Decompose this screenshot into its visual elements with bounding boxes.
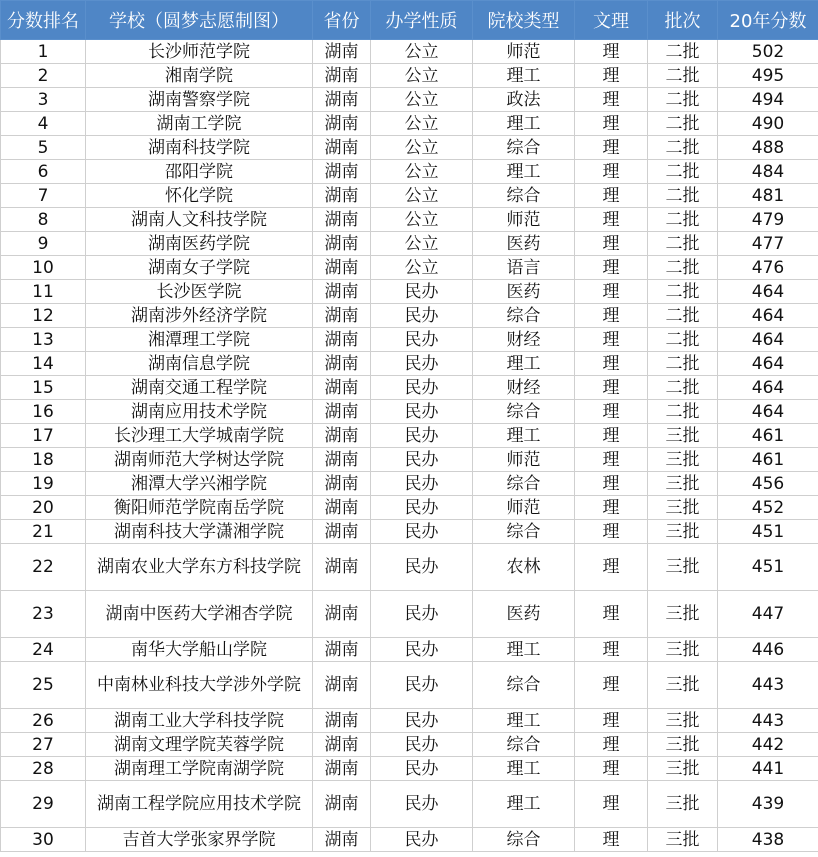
score-cell: 488 <box>718 136 818 160</box>
province-cell: 湖南 <box>313 136 371 160</box>
school-cell: 长沙理工大学城南学院 <box>86 424 313 448</box>
score-cell: 443 <box>718 709 818 733</box>
header-school: 学校（圆梦志愿制图） <box>86 1 313 40</box>
ownership-cell: 公立 <box>371 160 473 184</box>
ownership-cell: 民办 <box>371 781 473 828</box>
score-cell: 441 <box>718 757 818 781</box>
category-cell: 综合 <box>473 184 575 208</box>
subject-cell: 理 <box>575 733 648 757</box>
table-row <box>1 352 818 376</box>
rank-cell: 17 <box>1 424 86 448</box>
ownership-cell: 民办 <box>371 328 473 352</box>
school-cell: 湖南涉外经济学院 <box>86 304 313 328</box>
rank-cell: 2 <box>1 64 86 88</box>
rank-cell: 29 <box>1 781 86 828</box>
category-cell: 综合 <box>473 400 575 424</box>
table-row <box>1 376 818 400</box>
school-cell: 湖南女子学院 <box>86 256 313 280</box>
score-cell: 484 <box>718 160 818 184</box>
batch-cell: 三批 <box>648 424 718 448</box>
rank-cell: 23 <box>1 591 86 638</box>
score-cell: 452 <box>718 496 818 520</box>
rank-cell: 19 <box>1 472 86 496</box>
subject-cell: 理 <box>575 184 648 208</box>
table-row <box>1 88 818 112</box>
batch-cell: 三批 <box>648 520 718 544</box>
score-cell: 451 <box>718 544 818 591</box>
province-cell: 湖南 <box>313 520 371 544</box>
ownership-cell: 民办 <box>371 448 473 472</box>
header-ownership: 办学性质 <box>371 1 473 40</box>
table-row <box>1 496 818 520</box>
batch-cell: 二批 <box>648 88 718 112</box>
ownership-cell: 民办 <box>371 280 473 304</box>
rank-cell: 20 <box>1 496 86 520</box>
table-row <box>1 400 818 424</box>
rank-cell: 26 <box>1 709 86 733</box>
batch-cell: 二批 <box>648 280 718 304</box>
province-cell: 湖南 <box>313 472 371 496</box>
header-subject: 文理 <box>575 1 648 40</box>
subject-cell: 理 <box>575 638 648 662</box>
subject-cell: 理 <box>575 781 648 828</box>
school-cell: 湖南信息学院 <box>86 352 313 376</box>
category-cell: 师范 <box>473 40 575 64</box>
batch-cell: 二批 <box>648 208 718 232</box>
rank-cell: 14 <box>1 352 86 376</box>
province-cell: 湖南 <box>313 184 371 208</box>
batch-cell: 二批 <box>648 64 718 88</box>
batch-cell: 三批 <box>648 638 718 662</box>
category-cell: 理工 <box>473 64 575 88</box>
province-cell: 湖南 <box>313 828 371 852</box>
province-cell: 湖南 <box>313 591 371 638</box>
score-cell: 447 <box>718 591 818 638</box>
school-cell: 湖南应用技术学院 <box>86 400 313 424</box>
batch-cell: 三批 <box>648 781 718 828</box>
category-cell: 财经 <box>473 376 575 400</box>
category-cell: 综合 <box>473 662 575 709</box>
subject-cell: 理 <box>575 160 648 184</box>
ownership-cell: 公立 <box>371 64 473 88</box>
school-cell: 中南林业科技大学涉外学院 <box>86 662 313 709</box>
ownership-cell: 公立 <box>371 184 473 208</box>
batch-cell: 三批 <box>648 591 718 638</box>
school-cell: 湘潭理工学院 <box>86 328 313 352</box>
score-cell: 451 <box>718 520 818 544</box>
score-cell: 438 <box>718 828 818 852</box>
category-cell: 农林 <box>473 544 575 591</box>
batch-cell: 二批 <box>648 400 718 424</box>
subject-cell: 理 <box>575 352 648 376</box>
rank-cell: 10 <box>1 256 86 280</box>
table-row <box>1 781 818 828</box>
school-cell: 衡阳师范学院南岳学院 <box>86 496 313 520</box>
province-cell: 湖南 <box>313 40 371 64</box>
batch-cell: 二批 <box>648 256 718 280</box>
ownership-cell: 民办 <box>371 709 473 733</box>
score-cell: 442 <box>718 733 818 757</box>
table-row <box>1 709 818 733</box>
subject-cell: 理 <box>575 256 648 280</box>
school-cell: 湖南农业大学东方科技学院 <box>86 544 313 591</box>
header-province: 省份 <box>313 1 371 40</box>
subject-cell: 理 <box>575 448 648 472</box>
school-cell: 湖南师范大学树达学院 <box>86 448 313 472</box>
school-cell: 湖南工程学院应用技术学院 <box>86 781 313 828</box>
subject-cell: 理 <box>575 520 648 544</box>
subject-cell: 理 <box>575 208 648 232</box>
rank-cell: 22 <box>1 544 86 591</box>
school-cell: 湖南文理学院芙蓉学院 <box>86 733 313 757</box>
score-cell: 479 <box>718 208 818 232</box>
subject-cell: 理 <box>575 709 648 733</box>
category-cell: 师范 <box>473 496 575 520</box>
province-cell: 湖南 <box>313 232 371 256</box>
province-cell: 湖南 <box>313 757 371 781</box>
score-cell: 464 <box>718 280 818 304</box>
subject-cell: 理 <box>575 40 648 64</box>
table-row <box>1 472 818 496</box>
table-row <box>1 591 818 638</box>
school-cell: 湖南人文科技学院 <box>86 208 313 232</box>
subject-cell: 理 <box>575 496 648 520</box>
subject-cell: 理 <box>575 376 648 400</box>
rank-cell: 8 <box>1 208 86 232</box>
rank-cell: 5 <box>1 136 86 160</box>
rank-cell: 11 <box>1 280 86 304</box>
ownership-cell: 民办 <box>371 757 473 781</box>
header-batch: 批次 <box>648 1 718 40</box>
rank-cell: 25 <box>1 662 86 709</box>
subject-cell: 理 <box>575 400 648 424</box>
school-cell: 湘潭大学兴湘学院 <box>86 472 313 496</box>
table-row <box>1 544 818 591</box>
province-cell: 湖南 <box>313 733 371 757</box>
school-cell: 湖南交通工程学院 <box>86 376 313 400</box>
rank-cell: 6 <box>1 160 86 184</box>
rank-cell: 15 <box>1 376 86 400</box>
subject-cell: 理 <box>575 232 648 256</box>
province-cell: 湖南 <box>313 662 371 709</box>
category-cell: 综合 <box>473 472 575 496</box>
subject-cell: 理 <box>575 112 648 136</box>
score-cell: 464 <box>718 376 818 400</box>
school-cell: 吉首大学张家界学院 <box>86 828 313 852</box>
score-cell: 490 <box>718 112 818 136</box>
table-row <box>1 638 818 662</box>
table-row <box>1 328 818 352</box>
table-row <box>1 520 818 544</box>
province-cell: 湖南 <box>313 112 371 136</box>
batch-cell: 二批 <box>648 352 718 376</box>
category-cell: 理工 <box>473 424 575 448</box>
category-cell: 财经 <box>473 328 575 352</box>
score-cell: 495 <box>718 64 818 88</box>
header-row <box>1 1 818 40</box>
ownership-cell: 民办 <box>371 733 473 757</box>
subject-cell: 理 <box>575 472 648 496</box>
rank-cell: 30 <box>1 828 86 852</box>
subject-cell: 理 <box>575 544 648 591</box>
subject-cell: 理 <box>575 328 648 352</box>
subject-cell: 理 <box>575 64 648 88</box>
batch-cell: 二批 <box>648 112 718 136</box>
category-cell: 综合 <box>473 520 575 544</box>
ownership-cell: 民办 <box>371 591 473 638</box>
school-cell: 怀化学院 <box>86 184 313 208</box>
rank-cell: 27 <box>1 733 86 757</box>
rank-cell: 3 <box>1 88 86 112</box>
score-cell: 464 <box>718 400 818 424</box>
ownership-cell: 民办 <box>371 400 473 424</box>
school-cell: 南华大学船山学院 <box>86 638 313 662</box>
table-row <box>1 184 818 208</box>
subject-cell: 理 <box>575 757 648 781</box>
province-cell: 湖南 <box>313 208 371 232</box>
category-cell: 师范 <box>473 448 575 472</box>
ownership-cell: 民办 <box>371 352 473 376</box>
subject-cell: 理 <box>575 136 648 160</box>
score-cell: 461 <box>718 448 818 472</box>
province-cell: 湖南 <box>313 424 371 448</box>
province-cell: 湖南 <box>313 448 371 472</box>
ownership-cell: 公立 <box>371 256 473 280</box>
score-cell: 439 <box>718 781 818 828</box>
header-score: 20年分数 <box>718 1 818 40</box>
category-cell: 理工 <box>473 352 575 376</box>
province-cell: 湖南 <box>313 638 371 662</box>
ownership-cell: 公立 <box>371 112 473 136</box>
category-cell: 医药 <box>473 591 575 638</box>
province-cell: 湖南 <box>313 781 371 828</box>
province-cell: 湖南 <box>313 304 371 328</box>
table-row <box>1 733 818 757</box>
ownership-cell: 公立 <box>371 136 473 160</box>
ownership-cell: 公立 <box>371 88 473 112</box>
rank-cell: 24 <box>1 638 86 662</box>
score-cell: 481 <box>718 184 818 208</box>
ownership-cell: 民办 <box>371 544 473 591</box>
province-cell: 湖南 <box>313 160 371 184</box>
batch-cell: 二批 <box>648 328 718 352</box>
category-cell: 医药 <box>473 280 575 304</box>
score-cell: 443 <box>718 662 818 709</box>
score-cell: 464 <box>718 352 818 376</box>
table-row <box>1 112 818 136</box>
ownership-cell: 民办 <box>371 520 473 544</box>
category-cell: 理工 <box>473 757 575 781</box>
rank-cell: 9 <box>1 232 86 256</box>
subject-cell: 理 <box>575 828 648 852</box>
subject-cell: 理 <box>575 88 648 112</box>
rank-cell: 12 <box>1 304 86 328</box>
school-cell: 湖南工业大学科技学院 <box>86 709 313 733</box>
ownership-cell: 民办 <box>371 424 473 448</box>
table-row <box>1 757 818 781</box>
table-row <box>1 232 818 256</box>
school-cell: 湖南工学院 <box>86 112 313 136</box>
category-cell: 综合 <box>473 733 575 757</box>
ownership-cell: 民办 <box>371 662 473 709</box>
category-cell: 理工 <box>473 160 575 184</box>
province-cell: 湖南 <box>313 328 371 352</box>
batch-cell: 三批 <box>648 472 718 496</box>
batch-cell: 二批 <box>648 184 718 208</box>
table-row <box>1 64 818 88</box>
rank-cell: 7 <box>1 184 86 208</box>
score-cell: 464 <box>718 328 818 352</box>
province-cell: 湖南 <box>313 544 371 591</box>
header-category: 院校类型 <box>473 1 575 40</box>
table-body <box>1 40 818 852</box>
subject-cell: 理 <box>575 662 648 709</box>
table-row <box>1 40 818 64</box>
batch-cell: 三批 <box>648 828 718 852</box>
school-cell: 湖南科技大学潇湘学院 <box>86 520 313 544</box>
school-cell: 湖南科技学院 <box>86 136 313 160</box>
province-cell: 湖南 <box>313 376 371 400</box>
table-row <box>1 304 818 328</box>
province-cell: 湖南 <box>313 280 371 304</box>
province-cell: 湖南 <box>313 352 371 376</box>
batch-cell: 二批 <box>648 160 718 184</box>
ownership-cell: 民办 <box>371 638 473 662</box>
score-cell: 476 <box>718 256 818 280</box>
school-cell: 湘南学院 <box>86 64 313 88</box>
score-cell: 464 <box>718 304 818 328</box>
table-row <box>1 424 818 448</box>
batch-cell: 三批 <box>648 709 718 733</box>
rank-cell: 4 <box>1 112 86 136</box>
category-cell: 医药 <box>473 232 575 256</box>
province-cell: 湖南 <box>313 709 371 733</box>
province-cell: 湖南 <box>313 64 371 88</box>
ownership-cell: 民办 <box>371 304 473 328</box>
table-row <box>1 662 818 709</box>
score-cell: 477 <box>718 232 818 256</box>
category-cell: 理工 <box>473 638 575 662</box>
rank-cell: 21 <box>1 520 86 544</box>
category-cell: 综合 <box>473 304 575 328</box>
school-cell: 长沙医学院 <box>86 280 313 304</box>
school-cell: 邵阳学院 <box>86 160 313 184</box>
ownership-cell: 公立 <box>371 232 473 256</box>
batch-cell: 二批 <box>648 376 718 400</box>
category-cell: 理工 <box>473 781 575 828</box>
batch-cell: 三批 <box>648 757 718 781</box>
rank-cell: 18 <box>1 448 86 472</box>
ownership-cell: 民办 <box>371 376 473 400</box>
category-cell: 语言 <box>473 256 575 280</box>
school-cell: 长沙师范学院 <box>86 40 313 64</box>
batch-cell: 三批 <box>648 496 718 520</box>
category-cell: 理工 <box>473 709 575 733</box>
table-row <box>1 828 818 852</box>
province-cell: 湖南 <box>313 256 371 280</box>
ownership-cell: 民办 <box>371 496 473 520</box>
table-row <box>1 160 818 184</box>
score-cell: 502 <box>718 40 818 64</box>
category-cell: 政法 <box>473 88 575 112</box>
table-row <box>1 136 818 160</box>
school-cell: 湖南中医药大学湘杏学院 <box>86 591 313 638</box>
subject-cell: 理 <box>575 424 648 448</box>
table-row <box>1 256 818 280</box>
score-cell: 446 <box>718 638 818 662</box>
table-row <box>1 280 818 304</box>
ownership-cell: 民办 <box>371 472 473 496</box>
subject-cell: 理 <box>575 591 648 638</box>
school-cell: 湖南医药学院 <box>86 232 313 256</box>
category-cell: 综合 <box>473 136 575 160</box>
rank-cell: 28 <box>1 757 86 781</box>
province-cell: 湖南 <box>313 400 371 424</box>
table-row <box>1 208 818 232</box>
province-cell: 湖南 <box>313 88 371 112</box>
subject-cell: 理 <box>575 304 648 328</box>
school-cell: 湖南警察学院 <box>86 88 313 112</box>
rank-cell: 1 <box>1 40 86 64</box>
batch-cell: 二批 <box>648 232 718 256</box>
batch-cell: 三批 <box>648 662 718 709</box>
school-cell: 湖南理工学院南湖学院 <box>86 757 313 781</box>
ownership-cell: 公立 <box>371 40 473 64</box>
ownership-cell: 公立 <box>371 208 473 232</box>
header-rank: 分数排名 <box>1 1 86 40</box>
category-cell: 理工 <box>473 112 575 136</box>
score-cell: 461 <box>718 424 818 448</box>
category-cell: 师范 <box>473 208 575 232</box>
batch-cell: 二批 <box>648 304 718 328</box>
batch-cell: 三批 <box>648 544 718 591</box>
batch-cell: 三批 <box>648 448 718 472</box>
ownership-cell: 民办 <box>371 828 473 852</box>
score-cell: 456 <box>718 472 818 496</box>
rank-cell: 13 <box>1 328 86 352</box>
subject-cell: 理 <box>575 280 648 304</box>
table-row <box>1 448 818 472</box>
batch-cell: 二批 <box>648 40 718 64</box>
category-cell: 综合 <box>473 828 575 852</box>
rank-cell: 16 <box>1 400 86 424</box>
batch-cell: 三批 <box>648 733 718 757</box>
province-cell: 湖南 <box>313 496 371 520</box>
score-cell: 494 <box>718 88 818 112</box>
batch-cell: 二批 <box>648 136 718 160</box>
